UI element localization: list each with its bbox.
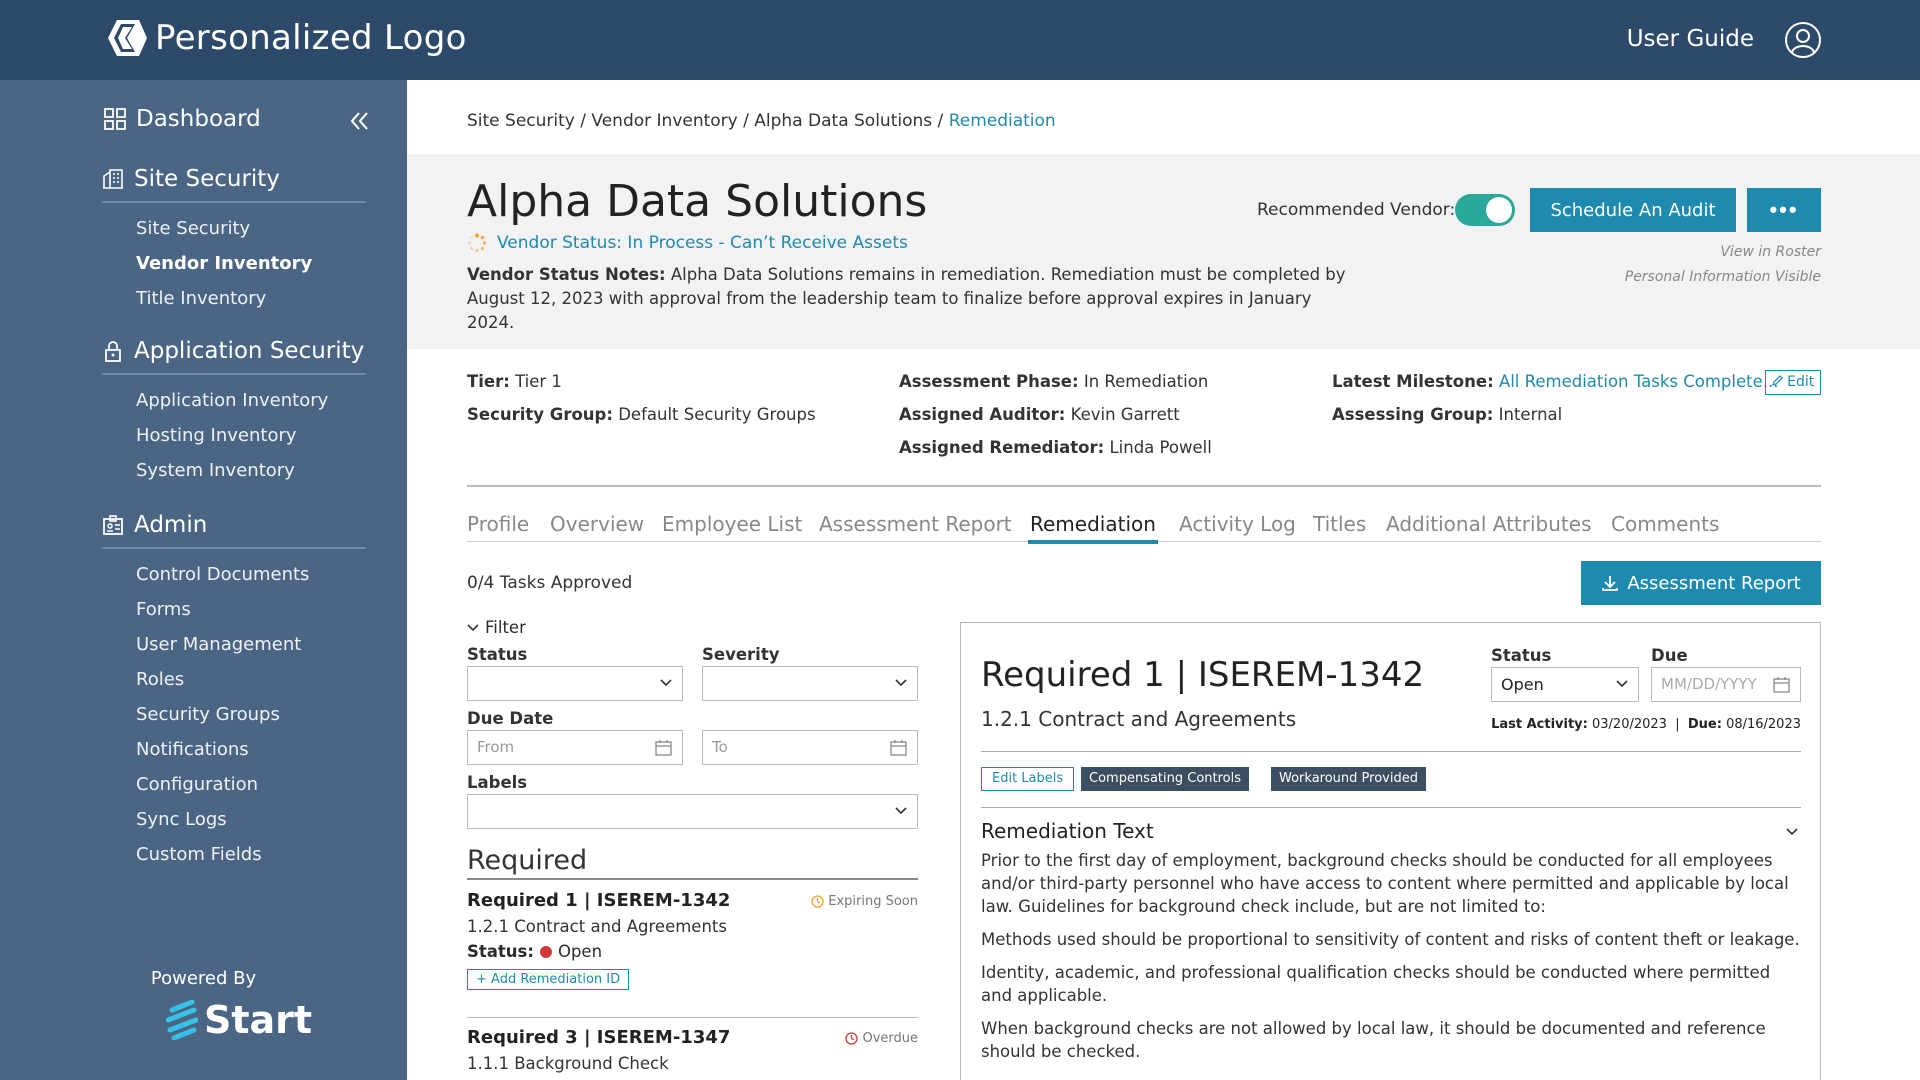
remediation-detail-panel: [960, 622, 1821, 1080]
powered-by-label: Powered By: [150, 968, 257, 989]
chevron-down-icon: [1616, 679, 1628, 689]
logo-mark-icon: [105, 18, 149, 58]
detail-due-label: Due: [1651, 646, 1688, 665]
detail-status-select[interactable]: [1491, 667, 1639, 702]
assessment-phase-label: Assessment Phase:: [899, 372, 1079, 391]
sidebar-item-sync-logs[interactable]: Sync Logs: [136, 809, 227, 830]
chevron-down-icon: [895, 806, 907, 816]
sidebar-item-security-groups[interactable]: Security Groups: [136, 704, 280, 725]
detail-due-placeholder: MM/DD/YYYY: [1661, 675, 1757, 693]
status-filter-select[interactable]: [467, 666, 683, 701]
remediation-paragraph: Methods used should be proportional to sensitivity of content and risks of content theft or leakage.: [981, 930, 1800, 949]
sidebar-group-site-security: [102, 166, 366, 316]
breadcrumb-item[interactable]: Vendor Inventory: [591, 111, 738, 131]
remediation-paragraph: Identity, academic, and professional qualification checks should be conducted where permitted and applicable.: [981, 963, 1771, 1005]
labels-filter-select[interactable]: [467, 794, 918, 829]
start-logo-mark-icon: [166, 1000, 198, 1040]
remediation-text-heading[interactable]: Remediation Text: [981, 819, 1154, 843]
calendar-icon: [890, 739, 907, 756]
detail-title: Required 1 | ISEREM-1342: [981, 655, 1425, 695]
sidebar-dashboard[interactable]: [104, 106, 261, 132]
detail-due-input[interactable]: [1651, 667, 1801, 702]
sidebar-dashboard-label: Dashboard: [136, 106, 261, 132]
list-item[interactable]: [467, 890, 918, 990]
due-meta-label: Due:: [1687, 717, 1722, 732]
tier-info: [467, 372, 562, 391]
assessing-group-value: Internal: [1498, 405, 1563, 424]
detail-meta: Last Activity: 03/20/2023 | Due: 08/16/2023: [1491, 717, 1801, 732]
sidebar-item-notifications[interactable]: Notifications: [136, 739, 249, 760]
edit-label: Edit: [1787, 374, 1815, 390]
flag-text: Expiring Soon: [828, 894, 918, 909]
label-tag: Compensating Controls: [1081, 767, 1249, 791]
breadcrumb-item[interactable]: Site Security: [467, 111, 575, 131]
last-activity-label: Last Activity:: [1491, 717, 1588, 732]
last-activity-value: 03/20/2023: [1592, 717, 1667, 732]
remediation-paragraph: Prior to the first day of employment, background checks should be conducted for all employees and/or third-party personnel who have access to content where permitted and applicable by local law. Guidelines for background check include, but are not limited to:: [981, 851, 1789, 916]
remediation-text-body: [981, 849, 1801, 1073]
filter-title-label: Filter: [485, 618, 526, 637]
task-subtitle: 1.2.1 Contract and Agreements: [467, 917, 727, 936]
required-heading: Required: [467, 845, 918, 880]
task-status: [467, 942, 918, 961]
assessing-group-label: Assessing Group:: [1332, 405, 1494, 424]
edit-info-button[interactable]: [1765, 370, 1821, 395]
toggle-knob: [1486, 197, 1512, 223]
status-dot-icon: [540, 946, 552, 958]
recommended-vendor-label: Recommended Vendor:: [1257, 200, 1456, 220]
detail-subtitle: 1.2.1 Contract and Agreements: [981, 707, 1297, 731]
task-name: Required 3 | ISEREM-1347: [467, 1027, 731, 1048]
tab-additional-attributes[interactable]: Additional Attributes: [1386, 512, 1592, 536]
start-logo-text: Start: [204, 998, 313, 1042]
chevron-down-icon: [467, 623, 479, 633]
security-group-info: [467, 405, 816, 424]
sidebar-group-application-security: [102, 338, 366, 488]
list-divider: [467, 1017, 918, 1018]
assessment-phase-value: In Remediation: [1083, 372, 1209, 391]
assigned-auditor-label: Assigned Auditor:: [899, 405, 1066, 424]
user-guide-link[interactable]: User Guide: [1626, 26, 1754, 52]
breadcrumb-separator: /: [580, 111, 586, 131]
sidebar-group-label: Admin: [134, 512, 208, 538]
building-icon: [102, 168, 124, 190]
tab-employee-list[interactable]: Employee List: [662, 512, 803, 536]
security-group-value: Default Security Groups: [618, 405, 816, 424]
expiring-soon-flag: [811, 894, 918, 909]
latest-milestone-label: Latest Milestone:: [1332, 372, 1494, 391]
status-notes-label: Vendor Status Notes:: [467, 265, 666, 284]
sidebar-item-forms[interactable]: Forms: [136, 599, 191, 620]
list-item[interactable]: [467, 1027, 918, 1073]
assessment-report-button[interactable]: [1581, 561, 1821, 605]
clock-icon: [811, 895, 824, 908]
remediation-paragraph: When background checks are not allowed by local law, it should be documented and reference should be checked.: [981, 1019, 1766, 1061]
sidebar-item-vendor-inventory[interactable]: Vendor Inventory: [136, 253, 313, 274]
assigned-auditor-value: Kevin Garrett: [1070, 405, 1180, 424]
severity-filter-select[interactable]: [702, 666, 918, 701]
label-tag: Workaround Provided: [1271, 767, 1426, 791]
tasks-approved-count: 0/4 Tasks Approved: [467, 573, 633, 593]
sidebar-group-admin: [102, 512, 366, 872]
task-name: Required 1 | ISEREM-1342: [467, 890, 731, 911]
sidebar-item-custom-fields[interactable]: Custom Fields: [136, 844, 262, 865]
breadcrumb-separator: /: [937, 111, 944, 131]
detail-divider: [981, 807, 1801, 808]
lock-icon: [102, 340, 124, 362]
sidebar-item-configuration[interactable]: Configuration: [136, 774, 259, 795]
tab-overview[interactable]: Overview: [550, 512, 645, 536]
sidebar-item-application-inventory[interactable]: Application Inventory: [136, 390, 329, 411]
due-date-to-input[interactable]: [702, 730, 918, 765]
due-meta-value: 08/16/2023: [1726, 717, 1801, 732]
user-account-icon[interactable]: [1784, 21, 1822, 59]
section-divider: [467, 485, 1821, 487]
assigned-remediator-value: Linda Powell: [1109, 438, 1212, 457]
task-status-label: Status:: [467, 942, 534, 961]
recommended-vendor-toggle[interactable]: [1455, 194, 1515, 226]
calendar-icon: [1773, 676, 1790, 693]
chevron-down-icon: [660, 678, 672, 688]
logo-text: Personalized Logo: [155, 18, 467, 58]
tab-activity-log[interactable]: Activity Log: [1179, 512, 1296, 536]
dashboard-grid-icon: [104, 108, 126, 130]
breadcrumb-separator: /: [743, 111, 749, 131]
sidebar-item-title-inventory[interactable]: Title Inventory: [136, 288, 267, 309]
assigned-remediator-info: [899, 438, 1212, 457]
due-date-from-input[interactable]: [467, 730, 683, 765]
more-options-button[interactable]: •••: [1747, 188, 1821, 232]
to-placeholder: To: [712, 738, 728, 756]
brand-logo[interactable]: [105, 18, 467, 58]
overdue-flag: [845, 1031, 918, 1046]
tab-titles[interactable]: Titles: [1313, 512, 1367, 536]
sidebar: [0, 80, 407, 1080]
breadcrumb-item[interactable]: Alpha Data Solutions: [754, 111, 933, 131]
task-subtitle: 1.1.1 Background Check: [467, 1054, 669, 1073]
tab-profile[interactable]: Profile: [467, 512, 530, 536]
from-placeholder: From: [477, 738, 515, 756]
detail-status-label: Status: [1491, 646, 1552, 665]
flag-text: Overdue: [862, 1031, 918, 1046]
detail-status-value: Open: [1501, 675, 1544, 694]
sidebar-item-system-inventory[interactable]: System Inventory: [136, 460, 295, 481]
sidebar-group-label: Site Security: [134, 166, 280, 192]
tier-value: Tier 1: [515, 372, 562, 391]
personal-info-visible-note: Personal Information Visible: [1624, 269, 1821, 285]
chevron-down-icon: [895, 678, 907, 688]
breadcrumb: [467, 111, 1056, 131]
tab-comments[interactable]: Comments: [1611, 512, 1720, 536]
view-in-roster-link[interactable]: View in Roster: [1720, 244, 1821, 260]
sidebar-item-roles[interactable]: Roles: [136, 669, 185, 690]
download-icon: [1601, 574, 1619, 592]
sidebar-item-user-management[interactable]: User Management: [136, 634, 302, 655]
status-filter-label: Status: [467, 645, 528, 664]
latest-milestone-link[interactable]: All Remediation Tasks Complete...: [1498, 372, 1779, 391]
sidebar-group-head[interactable]: [102, 512, 366, 549]
due-date-filter-label: Due Date: [467, 709, 554, 728]
spinner-icon: [467, 233, 487, 253]
pencil-icon: [1772, 375, 1783, 386]
breadcrumb-current: Remediation: [948, 111, 1056, 131]
sidebar-group-head[interactable]: [102, 338, 366, 375]
latest-milestone-info: [1332, 372, 1778, 391]
tab-remediation[interactable]: Remediation: [1030, 512, 1156, 536]
security-group-label: Security Group:: [467, 405, 613, 424]
vendor-status: [467, 233, 908, 253]
assessment-report-label: Assessment Report: [1627, 572, 1801, 594]
labels-filter-label: Labels: [467, 773, 528, 792]
tab-assessment-report[interactable]: Assessment Report: [819, 512, 1012, 536]
calendar-icon: [655, 739, 672, 756]
task-status-value: Open: [557, 942, 603, 961]
vendor-status-notes: [467, 263, 1347, 335]
detail-tabs: [467, 512, 1821, 542]
assigned-remediator-label: Assigned Remediator:: [899, 438, 1105, 457]
filter-toggle[interactable]: [467, 618, 526, 637]
status-notes-text: Alpha Data Solutions remains in remediation. Remediation must be completed by August 12, 2023 with approval from the leadership team to finalize before approval expires in January 2024.: [467, 265, 1346, 332]
chevron-down-icon[interactable]: [1786, 827, 1798, 837]
vendor-status-text[interactable]: Vendor Status: In Process - Can’t Receive Assets: [497, 233, 908, 253]
tier-label: Tier:: [467, 372, 510, 391]
sidebar-group-head[interactable]: [102, 166, 366, 203]
clock-icon: [845, 1032, 858, 1045]
sidebar-group-label: Application Security: [134, 338, 365, 364]
sidebar-item-hosting-inventory[interactable]: Hosting Inventory: [136, 425, 297, 446]
severity-filter-label: Severity: [702, 645, 780, 664]
assessing-group-info: [1332, 405, 1562, 424]
top-bar: [0, 0, 1920, 80]
schedule-audit-button[interactable]: Schedule An Audit: [1530, 188, 1736, 232]
sidebar-item-site-security[interactable]: Site Security: [136, 218, 251, 239]
start-logo: [166, 998, 312, 1042]
collapse-sidebar-icon[interactable]: [350, 110, 370, 132]
sidebar-item-control-documents[interactable]: Control Documents: [136, 564, 310, 585]
assigned-auditor-info: [899, 405, 1180, 424]
page-title: Alpha Data Solutions: [467, 176, 928, 227]
add-remediation-id-button[interactable]: + Add Remediation ID: [467, 969, 629, 990]
edit-labels-button[interactable]: Edit Labels: [981, 767, 1074, 791]
assessment-phase-info: [899, 372, 1208, 391]
detail-divider: [981, 751, 1801, 752]
id-badge-icon: [102, 514, 124, 536]
